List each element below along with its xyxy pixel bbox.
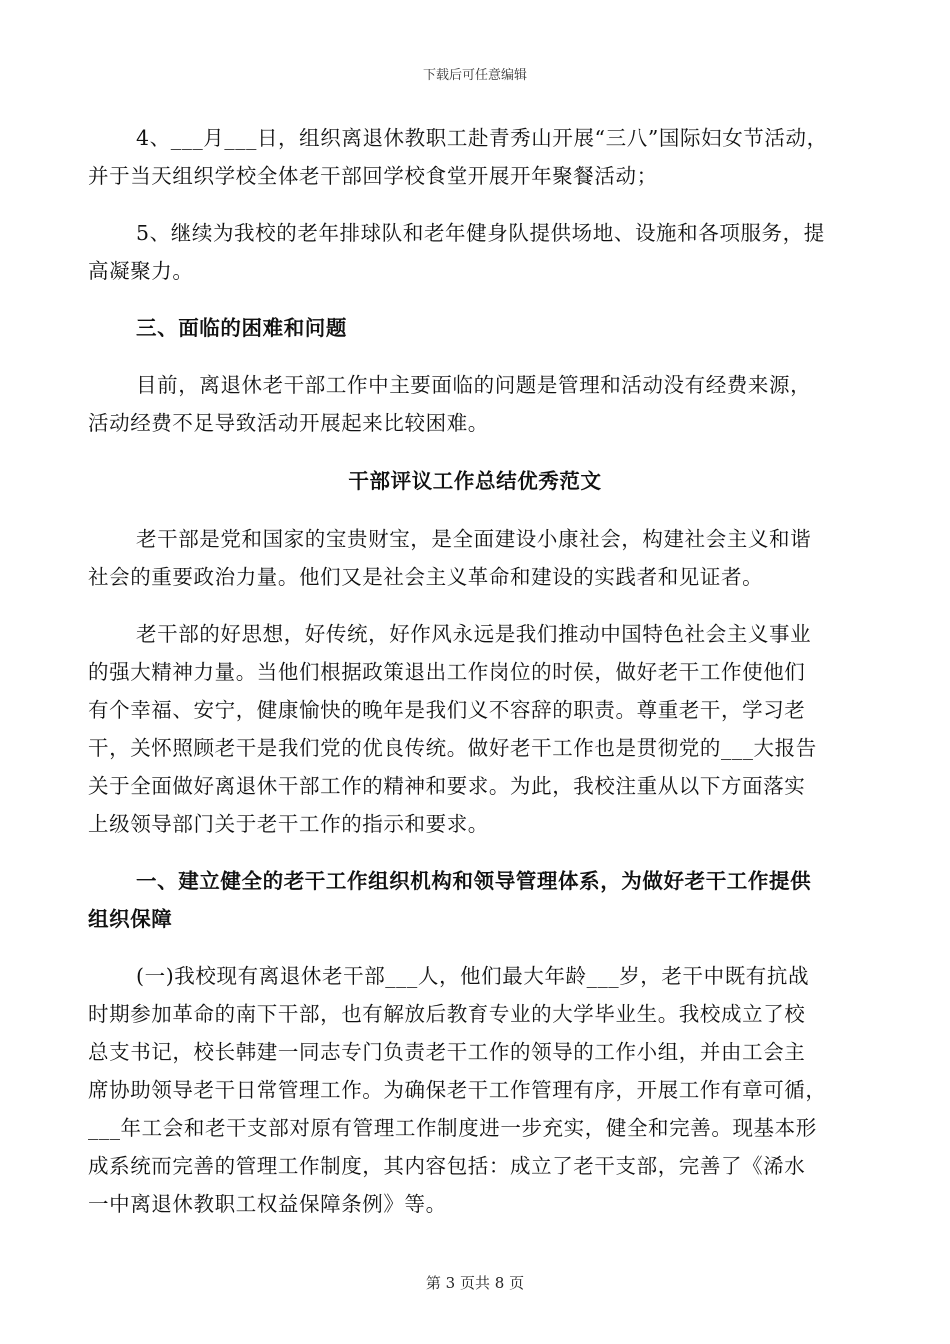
- para2-line-6: 上级领导部门关于老干工作的指示和要求。: [88, 812, 489, 836]
- item4-line-1: 4、___月___日，组织离退休教职工赴青秀山开展“三八”国际妇女节活动，: [136, 126, 828, 150]
- para3-line-2: 时期参加革命的南下干部，也有解放后教育专业的大学毕业生。我校成立了校: [88, 1002, 806, 1026]
- para3-line-7: 一中离退休教职工权益保障条例》等。: [88, 1192, 447, 1216]
- para3-line-6: 成系统而完善的管理工作制度，其内容包括：成立了老干支部，完善了《浠水: [88, 1154, 806, 1178]
- para1-line-2: 社会的重要政治力量。他们又是社会主义革命和建设的实践者和见证者。: [88, 565, 764, 589]
- para2-line-4: 干，关怀照顾老干是我们党的优良传统。做好老干工作也是贯彻党的___大报告: [88, 736, 817, 760]
- para3-line-1: (一)我校现有离退休老干部___人，他们最大年龄___岁，老干中既有抗战: [136, 964, 810, 988]
- section3-heading: 三、面临的困难和问题: [136, 316, 347, 340]
- page-header: 下载后可任意编辑: [422, 68, 527, 83]
- item4-line-2: 并于当天组织学校全体老干部回学校食堂开展开年聚餐活动；: [88, 164, 658, 188]
- item5-line-1: 5、继续为我校的老年排球队和老年健身队提供场地、设施和各项服务，提: [136, 221, 825, 245]
- para3-line-4: 席协助领导老干日常管理工作。为确保老干工作管理有序，开展工作有章可循，: [88, 1078, 827, 1102]
- section1-heading-line-1: 一、建立健全的老干工作组织机构和领导管理体系，为做好老干工作提供: [136, 869, 812, 893]
- para2-line-2: 的强大精神力量。当他们根据政策退出工作岗位的时侯，做好老干工作使他们: [88, 660, 806, 684]
- section3-body-line-1: 目前，离退休老干部工作中主要面临的问题是管理和活动没有经费来源，: [136, 373, 812, 397]
- para2-line-5: 关于全面做好离退休干部工作的精神和要求。为此，我校注重从以下方面落实: [88, 774, 806, 798]
- item5-line-2: 高凝聚力。: [88, 259, 194, 283]
- para2-line-1: 老干部的好思想，好传统，好作风永远是我们推动中国特色社会主义事业: [136, 622, 812, 646]
- page-footer: 第 3 页共 8 页: [425, 1274, 525, 1292]
- section1-heading-line-2: 组织保障: [88, 907, 173, 931]
- document-title: 干部评议工作总结优秀范文: [348, 469, 602, 493]
- section3-body-line-2: 活动经费不足导致活动开展起来比较困难。: [88, 411, 489, 435]
- para1-line-1: 老干部是党和国家的宝贵财宝，是全面建设小康社会，构建社会主义和谐: [136, 527, 812, 551]
- para3-line-3: 总支书记，校长韩建一同志专门负责老干工作的领导的工作小组，并由工会主: [88, 1040, 806, 1064]
- para2-line-3: 有个幸福、安宁，健康愉快的晚年是我们义不容辞的职责。尊重老干，学习老: [88, 698, 806, 722]
- para3-line-5: ___年工会和老干支部对原有管理工作制度进一步充实，健全和完善。现基本形: [88, 1116, 817, 1140]
